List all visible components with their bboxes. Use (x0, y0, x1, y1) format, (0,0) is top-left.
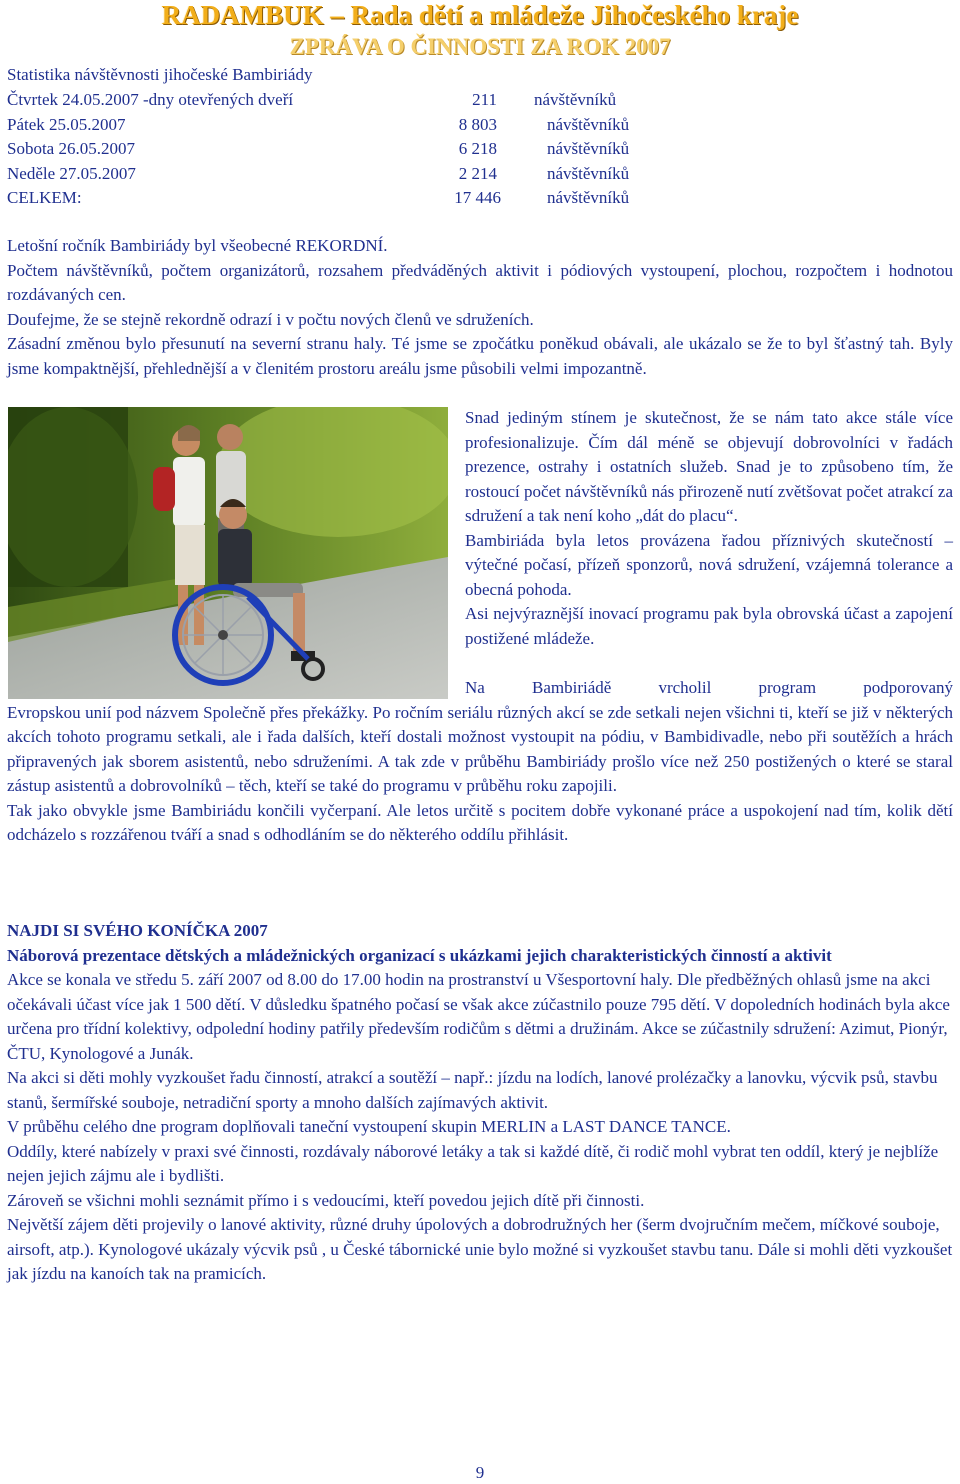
stats-row-label: CELKEM: (7, 188, 82, 207)
body-paragraph-start: Na Bambiriádě vrcholil program podporovaný (465, 678, 953, 697)
stats-row-value: 6 218 (458, 139, 497, 158)
intro-paragraph: Letošní ročník Bambiriády byl všeobecné REKORDNÍ. (7, 236, 388, 255)
section2-subtitle: Náborová prezentace dětských a mládežnických organizací s ukázkami jejich charakteristických činností a aktivit (7, 945, 832, 965)
side-paragraph: Bambiriáda byla letos provázena řadou příznivých skutečností – výtečné počasí, přízeň sponzorů, nová sdružení, vzájemná tolerance a obecná pohoda. (465, 530, 953, 599)
stats-row-unit: návštěvníků (547, 139, 630, 158)
stats-row-label: Sobota 26.05.2007 (7, 139, 135, 158)
section2-paragraph: Zároveň se všichni mohli seznámit přímo i s vedoucími, kteří povedou jejich dítě při činnosti. (7, 1190, 645, 1210)
stats-row (7, 88, 907, 113)
header-title: RADAMBUK – Rada dětí a mládeže Jihočeského kraje (161, 0, 799, 30)
intro-block (7, 234, 953, 381)
header-subtitle: ZPRÁVA O ČINNOSTI ZA ROK 2007 (289, 34, 671, 59)
intro-paragraph: Počtem návštěvníků, počtem organizátorů, rozsahem předváděných aktivit i pódiových vystoupení, plochou, rozpočtem i hodnotou rozdávaných cen. (7, 260, 953, 304)
body-paragraph-rest: Evropskou unií pod názvem Společně přes překážky. Po ročním seriálu různých akcí se zde setkali nejen všichni ti, kteří se již v některých akcích tohoto programu setkali, ale i řada dalších, kteří dostali možnost vystoupit na pódiu, v Bambidivadle, nebo při soutěžích a hrách připravených jak sborem asistentů, nebo sdruženími. A tak zde v průběhu Bambiriády prošlo více než 250 postižených o které se staral zástup asistentů a dobrovolníků – těch, kteří se také do programu v průběhu roku zapojili. (7, 702, 953, 795)
stats-title: Statistika návštěvnosti jihočeské Bambiriády (7, 65, 313, 84)
body-paragraph (7, 676, 953, 799)
stats-row-unit: návštěvníků (547, 115, 630, 134)
stats-row-label: Neděle 27.05.2007 (7, 164, 136, 183)
stats-row (7, 113, 907, 138)
stats-row-unit: návštěvníků (547, 188, 630, 207)
stats-row-total (7, 186, 907, 211)
side-paragraph: Asi nejvýraznější inovací programu pak byla obrovská účast a zapojení postižené mládeže. (465, 604, 953, 648)
stats-row-value: 8 803 (458, 115, 497, 134)
intro-paragraph: Zásadní změnou bylo přesunutí na severní stranu haly. Té jsme se zpočátku poněkud obávali, ale ukázalo se že to byl šťastný tah. Byly jsme kompaktnější, přehlednější a v členitém prostoru areálu jsme působili velmi impozantně. (7, 334, 953, 378)
photo-wheelchair (8, 407, 448, 699)
side-column (465, 406, 953, 651)
section2-paragraph: Na akci si děti mohly vyzkoušet řadu činností, atrakcí a soutěží – např.: jízdu na lodích, lanové prolézačky a lanovku, výcvik psů, stavbu stanů, šermířské souboje, netradiční sporty a mnoho dalších zajímavých aktivit. (7, 1068, 938, 1112)
section2-title: NAJDI SI SVÉHO KONÍČKA 2007 (7, 921, 268, 940)
section2 (7, 919, 953, 1287)
stats-row (7, 162, 907, 187)
stats-row-label: Pátek 25.05.2007 (7, 115, 126, 134)
section2-paragraph: V průběhu celého dne program doplňovali taneční vystoupení skupin MERLIN a LAST DANCE TANCE. (7, 1117, 731, 1136)
section2-paragraph: Největší zájem děti projevily o lanové aktivity, různé druhy úpolových a dobrodružných her (šerm dvojručním mečem, míčkové souboje, airsoft, atp.). Kynologové ukázaly výcvik psů , u České tábornické unie bylo možné si vyzkoušet stavbu tanu. Dále si mohli děti vyzkoušet jak jízdu na kanoích tak na pramicích. (7, 1215, 953, 1283)
intro-paragraph: Doufejme, že se stejně rekordně odrazí i v počtu nových členů ve sdruženích. (7, 309, 534, 329)
stats-row-unit: návštěvníků (534, 90, 617, 109)
side-paragraph: Snad jediným stínem je skutečnost, že se nám tato akce stále více profesionalizuje. Čím dál méně se objevují dobrovolníci v řadách prezence, ostrahy i ostatních služeb. Snad je to způsobeno tím, že rostoucí počet návštěvníků nás přirozeně nutí zvětšovat počet atrakcí za sdružení a tak není koho „dát do placu“. (465, 408, 953, 525)
body-block (7, 676, 953, 848)
section2-paragraph: Akce se konala ve středu 5. září 2007 od 8.00 do 17.00 hodin na prostranství u Všesportovní haly. Dle předběžných ohlasů jsme na akci očekávali účast více jak 1 500 dětí. V důsledku špatného počasí se však akce zúčastnilo pouze 795 dětí. V dopoledních hodinách byla akce určena pro třídní kolektivy, odpolední hodiny patřily především rodičům s dětmi a družinám. Akce se zúčastnily sdružení: Azimut, Pionýr, ČTU, Kynologové a Junák. (7, 970, 950, 1063)
stats-row-label: Čtvrtek 24.05.2007 -dny otevřených dveří (7, 90, 294, 109)
stats-row-value: 2 214 (458, 164, 497, 183)
section2-paragraph: Oddíly, které nabízely v praxi své činnosti, rozdávaly náborové letáky a tak si každé dítě, či rodič mohl vybrat ten oddíl, který je nejblíže nejen jejich zájmu ale i bydlišti. (7, 1141, 939, 1185)
stats-row-value: 17 446 (454, 188, 501, 207)
stats-row-value: 211 (472, 90, 497, 109)
body-paragraph: Tak jako obvykle jsme Bambiriádu končili vyčerpaní. Ale letos určitě s pocitem dobře vykonané práce a uspokojení nad tím, kolik dětí odcházelo s rozzářenou tváří a snad s odhodláním se do některého oddílu přihlásit. (7, 800, 953, 844)
page-number: 9 (475, 1463, 485, 1482)
stats-row (7, 137, 907, 162)
stats-row-unit: návštěvníků (547, 164, 630, 183)
